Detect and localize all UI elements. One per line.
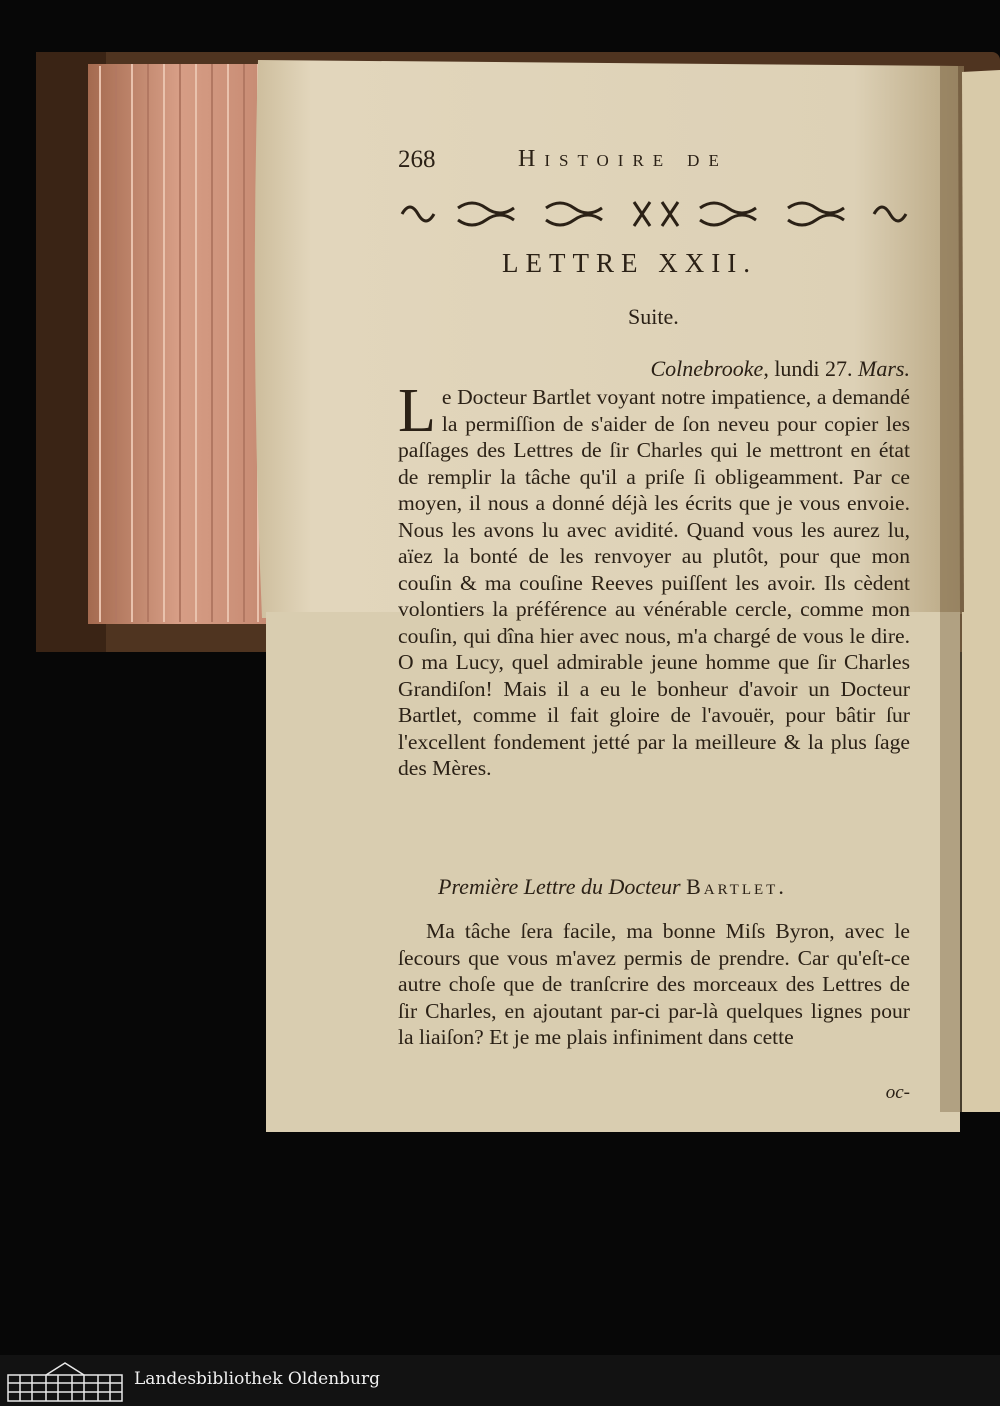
dateline-day: , lundi 27. [763,356,859,381]
subheading-title: Première Lettre du Docteur [438,874,687,899]
page-edges [88,64,268,624]
letter-title: LETTRE XXII. [502,248,757,278]
library-name: Landesbibliothek Oldenburg [134,1369,381,1389]
dateline [650,356,910,382]
dateline-place: Colnebrooke [650,356,764,381]
library-building-logo [6,1359,124,1403]
footer-bar [0,1355,1000,1406]
running-head-title: Histoire de [518,146,728,172]
running-head [398,146,910,182]
catchword: oc- [885,1082,910,1103]
letter-subtitle: Suite. [628,304,679,329]
dateline-month: Mars. [858,356,910,381]
page-number: 268 [398,146,436,173]
ornament-band [398,194,910,234]
subheading-name: Bartlet. [686,874,787,899]
facing-page [962,70,1000,612]
paragraph-1-text: e Docteur Bartlet voyant notre impatience, a demandé la permiſſion de s'aider de ſon neveu pour copier les paſſages des Lettres de ſir Charles qui le mettront en état de remplir la tâche qu'il a priſe ſi obligeamment. Par ce moyen, il nous a donné déjà les écrits que je vous envoie. Nous les avons lu avec avidité. Quand vous les aurez lu, aïez la bonté de les renvoyer au plutôt, pour que mon couſin & ma couſine Reeves puiſſent les avoir. Ils cèdent volontiers la préférence au vénérable cercle, comme mon couſin, qui dîna hier avec nous, m'a chargé de vous le dire. O ma Lucy, quel admirable jeune homme que ſir Charles Grandiſon! Mais il a eu le bonheur d'avoir un Docteur Bartlet, comme il fait gloire de l'avouër, pour bâtir ſur l'excellent fondement jetté par la meilleure & la plus ſage des Mères. [398,385,910,780]
drop-cap: L [398,377,436,445]
paragraph-1 [398,377,910,782]
paragraph-2: Ma tâche ſera facile, ma bonne Miſs Byron, avec le ſecours que vous m'avez permis de prendre. Car qu'eſt-ce autre choſe que de tranſcrire des morceaux des Lettres de ſir Charles, en ajoutant par-ci par-là quelques lignes pour la liaiſon? Et je me plais infiniment dans cette [398,919,910,1049]
subheading [438,874,787,900]
